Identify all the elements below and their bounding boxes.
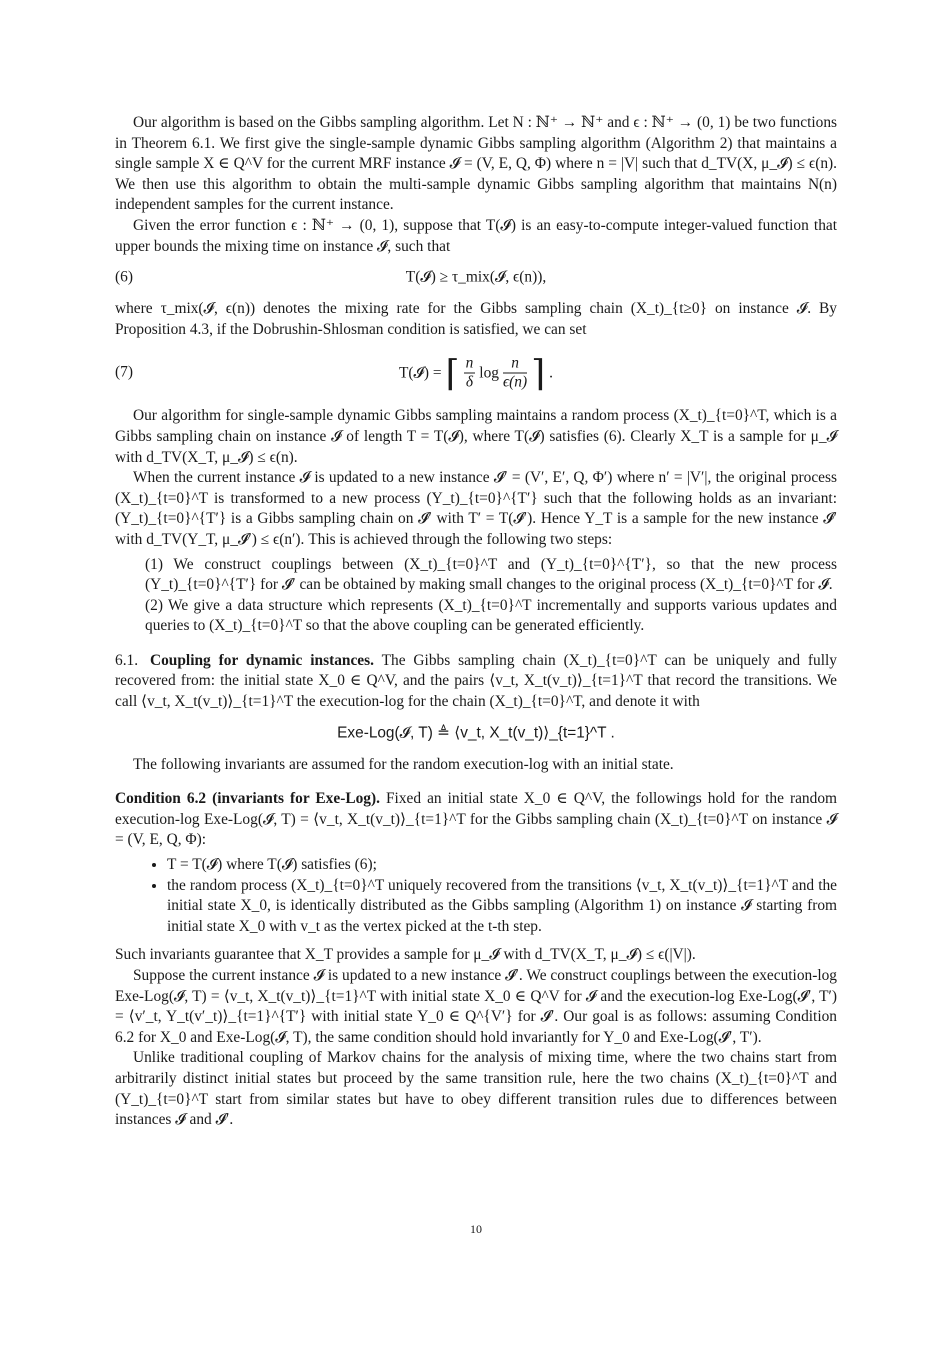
equation-7-line: [399, 355, 553, 392]
ceil-right-bracket: ⌉: [531, 353, 546, 394]
paper-page-body: [115, 113, 837, 1131]
fraction-denominator: δ: [465, 373, 474, 391]
exelog-definition: Exe-Log(𝓘, T) ≜ ⟨v_t, X_t(v_t)⟩_{t=1}^T .: [337, 724, 615, 742]
equation-exelog-definition: [115, 719, 837, 749]
fraction-numerator: n: [503, 355, 527, 374]
fraction-numerator: n: [465, 354, 474, 372]
step-item: (1) We construct couplings between (X_t)_{t=0}^T and (Y_t)_{t=0}^{T′}, so that the new process (Y_t)_{t=0}^{T′} for 𝓘′ can be obtained by making small changes to the original process (X_t)_{t=0}^T for 𝓘.: [145, 555, 837, 594]
equation-7-fraction-n-over-delta: [464, 355, 476, 392]
section-title: Coupling for dynamic instances.: [150, 651, 374, 669]
equation-7-log: log: [479, 364, 499, 382]
condition-text: Fixed an initial state X_0 ∈ Q^V, the followings hold for the random execution-log Exe-Log(𝓘, T) = ⟨v_t, X_t(v_t)⟩_{t=1}^T for the Gibbs sampling chain (X_t)_{t=0}^T on instance 𝓘 = (V, E, Q, Φ):: [115, 790, 837, 849]
equation-7-tail: .: [549, 364, 554, 382]
paragraph-instance-update: When the current instance 𝓘 is updated to a new instance 𝓘′ = (V′, E′, Q, Φ′) where n′ = |V′|, the original process (X_t)_{t=0}^T is transformed to a new process (Y_t)_{t=0}^{T′} such that the following holds as an invariant: (Y_t)_{t=0}^{T′} is a Gibbs sampling chain on 𝓘′ with T′ = T(𝓘′). Hence Y_T is a sample for the new instance 𝓘′ with d_TV(Y_T, μ_𝓘′) ≤ ϵ(n′). This is achieved through the following two steps:: [115, 469, 837, 548]
paragraph-single-sample: Our algorithm for single-sample dynamic Gibbs sampling maintains a random process (X_t)_{t=0}^T, which is a Gibbs sampling chain on instance 𝓘 of length T = T(𝓘), where T(𝓘) satisfies (6). Clearly X_T is a sample for μ_𝓘 with d_TV(X_T, μ_𝓘) ≤ ϵ(n).: [115, 407, 837, 466]
paragraph-traditional-coupling: Unlike traditional coupling of Markov chains for the analysis of mixing time, where the two chains start from arbitrarily distinct initial states but proceed by the same transition rule, here the two chains (X_t)_{t=0}^T and (Y_t)_{t=0}^T start from similar states but have to obey different transition rules due to differences between instances 𝓘 and 𝓘′.: [115, 1049, 837, 1129]
paragraph-guarantee: Such invariants guarantee that X_T provides a sample for μ_𝓘 with d_TV(X_T, μ_𝓘) ≤ ϵ(|V|).: [115, 946, 696, 964]
section-number: 6.1.: [115, 651, 139, 669]
equation-7-body: [115, 355, 837, 392]
equation-6-body: T(𝓘) ≥ τ_mix(𝓘, ϵ(n)),: [405, 268, 547, 286]
equation-7: [115, 346, 837, 400]
fraction-denominator: ϵ(n): [502, 373, 528, 391]
ceil-left-bracket: ⌈: [445, 353, 460, 394]
paragraph-mixing-rate: where τ_mix(𝓘, ϵ(n)) denotes the mixing rate for the Gibbs sampling chain (X_t)_{t≥0} on instance 𝓘. By Proposition 4.3, if the Dobrushin-Shlosman condition is satisfied, we can set: [115, 300, 837, 338]
page-number: 10: [470, 1222, 482, 1236]
condition-6-2: [115, 789, 837, 851]
equation-7-lhs: T(𝓘) =: [398, 364, 442, 382]
paragraph-couplings: Suppose the current instance 𝓘 is updated to a new instance 𝓘′. We construct couplings between the execution-log Exe-Log(𝓘, T) = ⟨v_t, X_t(v_t)⟩_{t=1}^T with initial state X_0 ∈ Q^V for 𝓘 and the execution-log Exe-Log(𝓘′, T′) = ⟨v′_t, Y_t(v′_t)⟩_{t=1}^{T′} with initial state Y_0 ∈ Q^{V′} for 𝓘′. Our goal is as follows: assuming Condition 6.2 for X_0 and Exe-Log(𝓘, T), the same condition should hold invariantly for Y_0 and Exe-Log(𝓘′, T′).: [115, 967, 837, 1046]
steps-list: [115, 555, 837, 637]
condition-bullets: [115, 855, 837, 937]
section-text: The Gibbs sampling chain (X_t)_{t=0}^T can be uniquely and fully recovered from: the initial state X_0 ∈ Q^V, and the pairs ⟨v_t, X_t(v_t)⟩_{t=1}^T that record the transitions. We call ⟨v_t, X_t(v_t)⟩_{t=1}^T the execution-log for the chain (X_t)_{t=0}^T, and denote it with: [115, 651, 837, 711]
equation-7-number: (7): [115, 364, 133, 382]
section-6-1: [115, 651, 837, 713]
paragraph-invariants-intro: The following invariants are assumed for the random execution-log with an initial state.: [133, 755, 674, 773]
step-item: (2) We give a data structure which represents (X_t)_{t=0}^T incrementally and supports various updates and queries to (X_t)_{t=0}^T so that the above coupling can be generated efficiently.: [145, 596, 837, 635]
paragraph-intro: Our algorithm is based on the Gibbs sampling algorithm. Let N : ℕ⁺ → ℕ⁺ and ϵ : ℕ⁺ → (0, 1) be two functions in Theorem 6.1. We first give the single-sample dynamic Gibbs sampling algorithm (Algorithm 2) that maintains a single sample X ∈ Q^V for the current MRF instance 𝓘 = (V, E, Q, Φ) where n = |V| such that d_TV(X, μ_𝓘) ≤ ϵ(n). We then use this algorithm to obtain the multi-sample dynamic Gibbs sampling algorithm that maintains N(n) independent samples for the current instance.: [115, 114, 837, 214]
paragraph-error-function: Given the error function ϵ : ℕ⁺ → (0, 1), suppose that T(𝓘) is an easy-to-compute integer-valued function that upper bounds the mixing time on instance 𝓘, such that: [115, 216, 837, 255]
equation-7-fraction-n-over-eps: [503, 355, 527, 392]
equation-6: [115, 263, 837, 293]
condition-title: Condition 6.2 (invariants for Exe-Log).: [115, 790, 380, 808]
condition-bullet: • the random process (X_t)_{t=0}^T uniquely recovered from the transitions ⟨v_t, X_t(v_t)⟩_{t=1}^T and the initial state X_0, is identically distributed as the Gibbs sampling (Algorithm 1) on instance 𝓘 starting from initial state X_0 with v_t as the vertex picked at the t-th step.: [167, 876, 837, 938]
condition-bullet: • T = T(𝓘) where T(𝓘) satisfies (6);: [167, 855, 837, 876]
equation-6-number: (6): [115, 268, 133, 286]
